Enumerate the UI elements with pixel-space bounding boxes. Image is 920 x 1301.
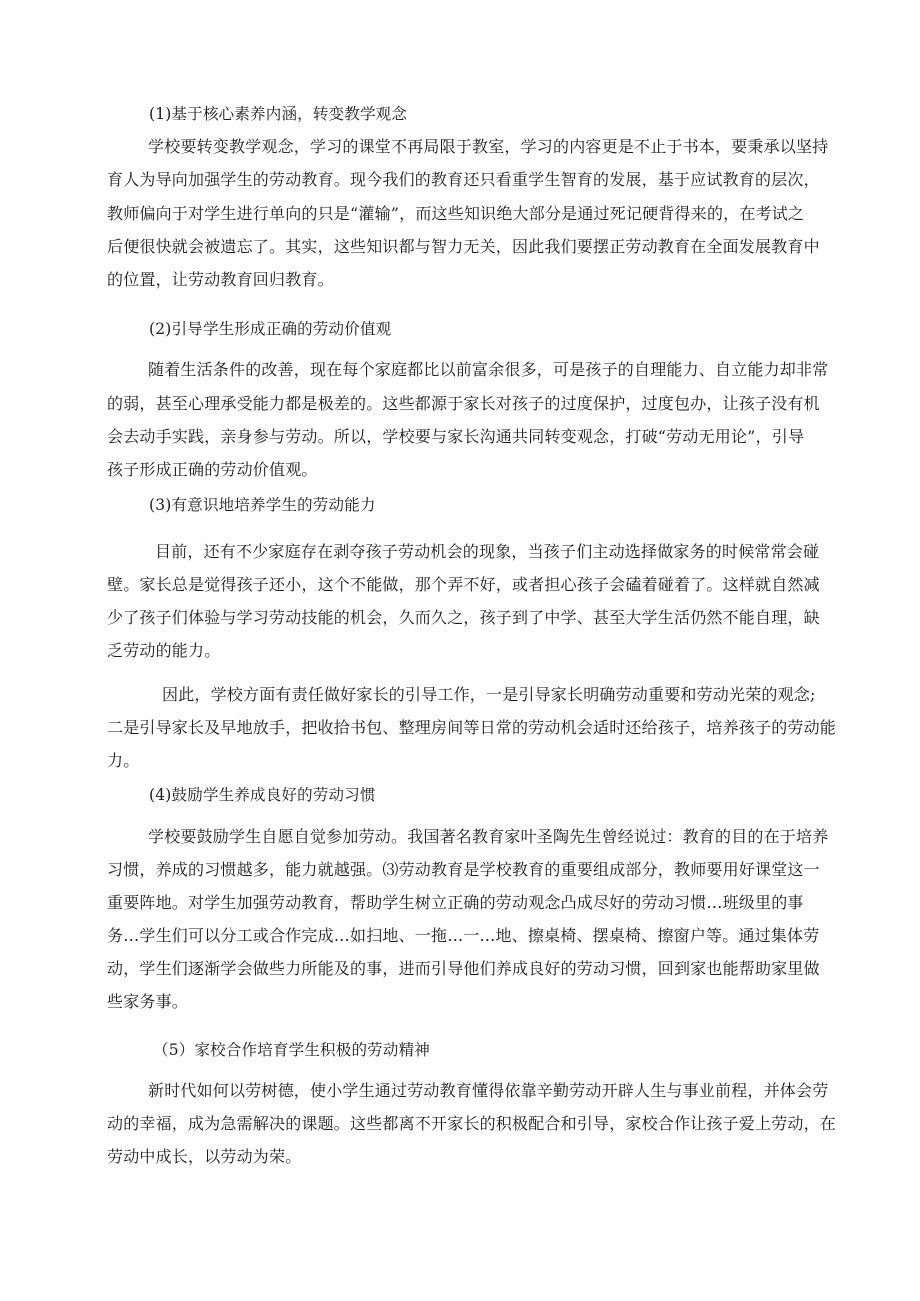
paragraph-line: 会去动手实践，亲身参与劳动。所以，学校要与家长沟通共同转变观念，打破“劳动无用论”，引导	[107, 427, 805, 446]
paragraph-line: 些家务事。	[107, 992, 189, 1011]
paragraph-line: 因此，学校方面有责任做好家长的引导工作，一是引导家长明确劳动重要和劳动光荣的观念;	[162, 685, 816, 704]
paragraph-line: 的弱，甚至心理承受能力都是极差的。这些都源于家长对孩子的过度保护，过度包办，让孩子没有机	[107, 394, 820, 413]
section-heading-5: （5）家校合作培育学生积极的劳动精神	[153, 1041, 430, 1059]
section-heading-1: (1)基于核心素养内涵，转变教学观念	[149, 105, 408, 123]
paragraph-line: 的位置，让劳动教育回归教育。	[107, 270, 334, 289]
paragraph-line: 重要阵地。对学生加强劳动教育，帮助学生树立正确的劳动观念凸成尽好的劳动习惯…班级里的事	[107, 893, 804, 912]
paragraph-line: 后便很快就会被遗忘了。其实，这些知识都与智力无关，因此我们要摆正劳动教育在全面发展教育中	[107, 237, 820, 256]
paragraph-line: 育人为导向加强学生的劳动教育。现今我们的教育还只看重学生智育的发展，基于应试教育的层次，	[107, 170, 820, 189]
paragraph-line: 随着生活条件的改善，现在每个家庭都比以前富余很多，可是孩子的自理能力、自立能力却非常	[148, 360, 829, 379]
paragraph-line: 二是引导家长及早地放手，把收拾书包、整理房间等日常的劳动机会适时还给孩子，培养孩子的劳动能	[107, 718, 837, 737]
paragraph-line: 孩子形成正确的劳动价值观。	[107, 460, 318, 479]
paragraph-line: 教师偏向于对学生进行单向的只是“灌输”，而这些知识绝大部分是通过死记硬背得来的，在考试之	[107, 204, 805, 223]
paragraph-line: 习惯，养成的习惯越多，能力就越强。⑶劳动教育是学校教育的重要组成部分，教师要用好课堂这一	[107, 860, 820, 879]
paragraph-line: 新时代如何以劳树德，使小学生通过劳动教育懂得依靠辛勤劳动开辟人生与事业前程，并体会劳	[148, 1081, 829, 1100]
paragraph-line: 少了孩子们体验与学习劳动技能的机会，久而久之，孩子到了中学、甚至大学生活仍然不能自理，缺	[107, 608, 820, 627]
paragraph-line: 动的幸福，成为急需解决的课题。这些都离不开家长的积极配合和引导，家校合作让孩子爱上劳动，在	[107, 1114, 837, 1133]
paragraph-line: 目前，还有不少家庭存在剥夺孩子劳动机会的现象，当孩子们主动选择做家务的时候常常会碰	[155, 542, 820, 561]
paragraph-line: 动，学生们逐渐学会做些力所能及的事，进而引导他们养成良好的劳动习惯，回到家也能帮助家里做	[107, 959, 820, 978]
paragraph-line: 乏劳动的能力。	[107, 641, 221, 660]
section-heading-2: (2)引导学生形成正确的劳动价值观	[149, 320, 392, 338]
section-heading-4: (4)鼓励学生养成良好的劳动习惯	[149, 786, 376, 804]
section-heading-3: (3)有意识地培养学生的劳动能力	[149, 496, 376, 514]
paragraph-line: 学校要转变教学观念，学习的课堂不再局限于教室，学习的内容更是不止于书本，要秉承以坚持	[148, 137, 829, 156]
paragraph-line: 学校要鼓励学生自愿自觉参加劳动。我国著名教育家叶圣陶先生曾经说过：教育的目的在于培养	[148, 827, 829, 846]
paragraph-line: 力。	[107, 751, 140, 770]
paragraph-line: 壁。家长总是觉得孩子还小，这个不能做，那个弄不好，或者担心孩子会磕着碰着了。这样就自然减	[107, 575, 820, 594]
paragraph-line: 务…学生们可以分工或合作完成…如扫地、一拖…一...地、擦桌椅、摆桌椅、擦窗户等。通过集体劳	[107, 926, 820, 945]
paragraph-line: 劳动中成长，以劳动为荣。	[107, 1147, 302, 1166]
